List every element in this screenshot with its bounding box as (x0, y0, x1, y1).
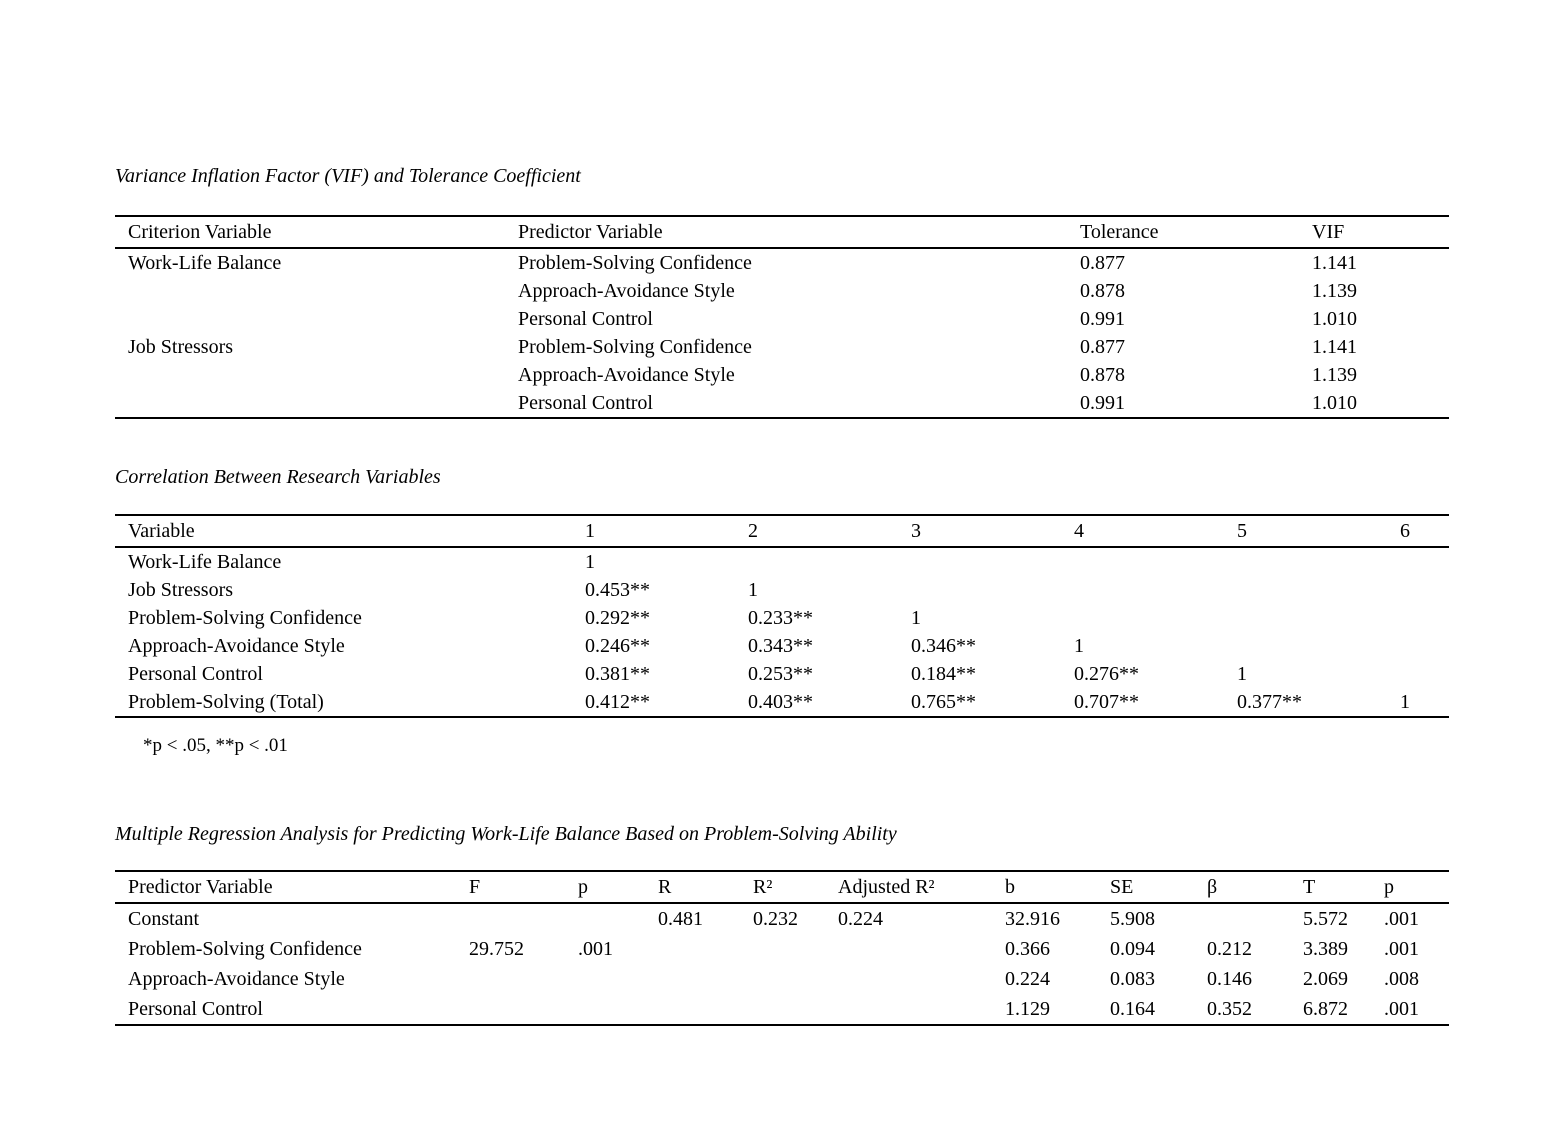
table-cell: 0.878 (1080, 279, 1125, 302)
table-row (115, 964, 1449, 994)
column-header: β (1207, 875, 1218, 898)
table-cell: 0.246** (585, 634, 650, 657)
table-cell: Personal Control (128, 997, 263, 1020)
table-cell: 6.872 (1303, 997, 1348, 1020)
table-cell: 0.224 (1005, 967, 1050, 990)
table-cell (115, 305, 518, 333)
table-cell (115, 361, 518, 389)
table-cell (1237, 576, 1400, 604)
table-cell (1400, 547, 1449, 576)
table-cell: 1.010 (1312, 391, 1357, 414)
table-cell (658, 994, 753, 1025)
table-cell: 0.877 (1080, 335, 1125, 358)
table-cell: Work-Life Balance (128, 550, 282, 573)
table-row (115, 305, 1449, 333)
column-header: 1 (585, 519, 595, 542)
table-cell (838, 964, 1005, 994)
table-cell: 0.253** (748, 662, 813, 685)
table-cell: 0.083 (1110, 967, 1155, 990)
table-cell (658, 964, 753, 994)
table-cell: 1.139 (1312, 279, 1357, 302)
table-cell: 1.010 (1312, 307, 1357, 330)
column-header: b (1005, 875, 1015, 898)
table-row (115, 248, 1449, 277)
table-cell (578, 964, 658, 994)
regression-table (115, 870, 1449, 1026)
table-cell: 5.572 (1303, 907, 1348, 930)
table-cell: Personal Control (518, 391, 653, 414)
table-cell: .001 (1384, 907, 1419, 930)
table-cell: 1.141 (1312, 335, 1357, 358)
table-cell: 0.212 (1207, 937, 1252, 960)
table-cell: 3.389 (1303, 937, 1348, 960)
table-cell: 1.139 (1312, 363, 1357, 386)
table-cell: 0.164 (1110, 997, 1155, 1020)
table-cell (115, 389, 518, 418)
table-cell: Problem-Solving Confidence (128, 606, 362, 629)
table-cell: Approach-Avoidance Style (518, 363, 735, 386)
vif-table-title: Variance Inflation Factor (VIF) and Tolerance Coefficient (115, 165, 581, 187)
table-cell: Approach-Avoidance Style (128, 967, 345, 990)
table-cell (1074, 547, 1237, 576)
table-cell (1400, 604, 1449, 632)
table-cell: 0.991 (1080, 307, 1125, 330)
table-cell: 0.707** (1074, 690, 1139, 713)
column-header: R² (753, 875, 773, 898)
column-header: 4 (1074, 519, 1084, 542)
table-cell: Problem-Solving (Total) (128, 690, 324, 713)
table-cell (753, 934, 838, 964)
column-header: Predictor Variable (128, 875, 273, 898)
column-header: Tolerance (1080, 220, 1159, 243)
table-cell (469, 964, 578, 994)
table-cell (1237, 632, 1400, 660)
header-row (115, 871, 1449, 903)
table-cell: 0.381** (585, 662, 650, 685)
column-header: Predictor Variable (518, 220, 663, 243)
page-content (115, 163, 1449, 1026)
column-header: p (1384, 875, 1394, 898)
table-cell: 2.069 (1303, 967, 1348, 990)
table-cell (1237, 604, 1400, 632)
table-cell: 32.916 (1005, 907, 1060, 930)
column-header: 3 (911, 519, 921, 542)
table-cell (1400, 576, 1449, 604)
table-cell: 0.878 (1080, 363, 1125, 386)
table-cell (1074, 576, 1237, 604)
table-cell (753, 994, 838, 1025)
table-cell: 0.765** (911, 690, 976, 713)
table-row (115, 277, 1449, 305)
table-cell: 0.233** (748, 606, 813, 629)
column-header: VIF (1312, 220, 1345, 243)
column-header: SE (1110, 875, 1134, 898)
table-row (115, 994, 1449, 1025)
table-cell: 0.146 (1207, 967, 1252, 990)
table-cell: 0.481 (658, 907, 703, 930)
table-cell: 0.224 (838, 907, 883, 930)
table-cell (658, 934, 753, 964)
vif-tolerance-table (115, 215, 1449, 419)
table-cell: 1 (1400, 690, 1410, 713)
table-cell (578, 994, 658, 1025)
table-row (115, 903, 1449, 934)
table-cell (578, 903, 658, 934)
table-cell (838, 934, 1005, 964)
table-cell: Personal Control (518, 307, 653, 330)
table-row (115, 576, 1449, 604)
table-cell: 1.141 (1312, 251, 1357, 274)
table-row (115, 604, 1449, 632)
significance-footnote: *p < .05, **p < .01 (143, 735, 288, 756)
table-cell: .001 (1384, 937, 1419, 960)
table-cell: 0.412** (585, 690, 650, 713)
table-cell: 1 (1237, 662, 1247, 685)
table-cell (911, 547, 1074, 576)
table-cell: 0.877 (1080, 251, 1125, 274)
table-row (115, 361, 1449, 389)
table-cell: Approach-Avoidance Style (128, 634, 345, 657)
table-cell: 1 (585, 550, 595, 573)
table-cell: 5.908 (1110, 907, 1155, 930)
table-cell: 1 (748, 578, 758, 601)
table-row (115, 547, 1449, 576)
column-header: p (578, 875, 588, 898)
table-cell: 0.991 (1080, 391, 1125, 414)
table-cell: 0.094 (1110, 937, 1155, 960)
table-cell: 1 (911, 606, 921, 629)
column-header: R (658, 875, 672, 898)
table-cell: Personal Control (128, 662, 263, 685)
table-cell: 0.343** (748, 634, 813, 657)
column-header: Criterion Variable (128, 220, 272, 243)
table-cell: 0.403** (748, 690, 813, 713)
correlation-table-title: Correlation Between Research Variables (115, 466, 441, 488)
correlation-table (115, 514, 1449, 718)
column-header: Adjusted R² (838, 875, 935, 898)
table-cell (1400, 660, 1449, 688)
column-header: 6 (1400, 519, 1410, 542)
table-row (115, 333, 1449, 361)
table-cell (753, 964, 838, 994)
table-row (115, 660, 1449, 688)
table-cell (1237, 547, 1400, 576)
table-cell: 1.129 (1005, 997, 1050, 1020)
regression-table-title: Multiple Regression Analysis for Predicting Work-Life Balance Based on Problem-Solving Ability (115, 823, 897, 845)
table-cell: Approach-Avoidance Style (518, 279, 735, 302)
table-cell (1074, 604, 1237, 632)
table-cell: Job Stressors (128, 335, 234, 358)
column-header: T (1303, 875, 1316, 898)
table-cell: Constant (128, 907, 200, 930)
table-row (115, 934, 1449, 964)
table-cell (1207, 903, 1303, 934)
table-cell (469, 994, 578, 1025)
table-row (115, 389, 1449, 418)
table-cell: Work-Life Balance (128, 251, 282, 274)
table-cell: 0.276** (1074, 662, 1139, 685)
column-header: Variable (128, 519, 195, 542)
header-row (115, 216, 1449, 248)
table-cell: .008 (1384, 967, 1419, 990)
table-cell: 0.377** (1237, 690, 1302, 713)
table-cell: 0.352 (1207, 997, 1252, 1020)
table-cell: Job Stressors (128, 578, 234, 601)
table-cell (469, 903, 578, 934)
table-cell: 0.453** (585, 578, 650, 601)
table-row (115, 632, 1449, 660)
table-cell (911, 576, 1074, 604)
table-cell: Problem-Solving Confidence (128, 937, 362, 960)
header-row (115, 515, 1449, 547)
table-cell: .001 (578, 937, 613, 960)
table-cell: 0.232 (753, 907, 798, 930)
table-cell: 29.752 (469, 937, 524, 960)
table-cell: 0.292** (585, 606, 650, 629)
table-cell: 0.346** (911, 634, 976, 657)
table-cell: Problem-Solving Confidence (518, 251, 752, 274)
table-row (115, 688, 1449, 717)
table-cell: 0.366 (1005, 937, 1050, 960)
table-cell (838, 994, 1005, 1025)
table-cell: 1 (1074, 634, 1084, 657)
table-cell (748, 547, 911, 576)
column-header: F (469, 875, 481, 898)
table-cell (1400, 632, 1449, 660)
table-cell (115, 277, 518, 305)
table-cell: .001 (1384, 997, 1419, 1020)
table-cell: Problem-Solving Confidence (518, 335, 752, 358)
column-header: 2 (748, 519, 758, 542)
column-header: 5 (1237, 519, 1247, 542)
table-cell: 0.184** (911, 662, 976, 685)
